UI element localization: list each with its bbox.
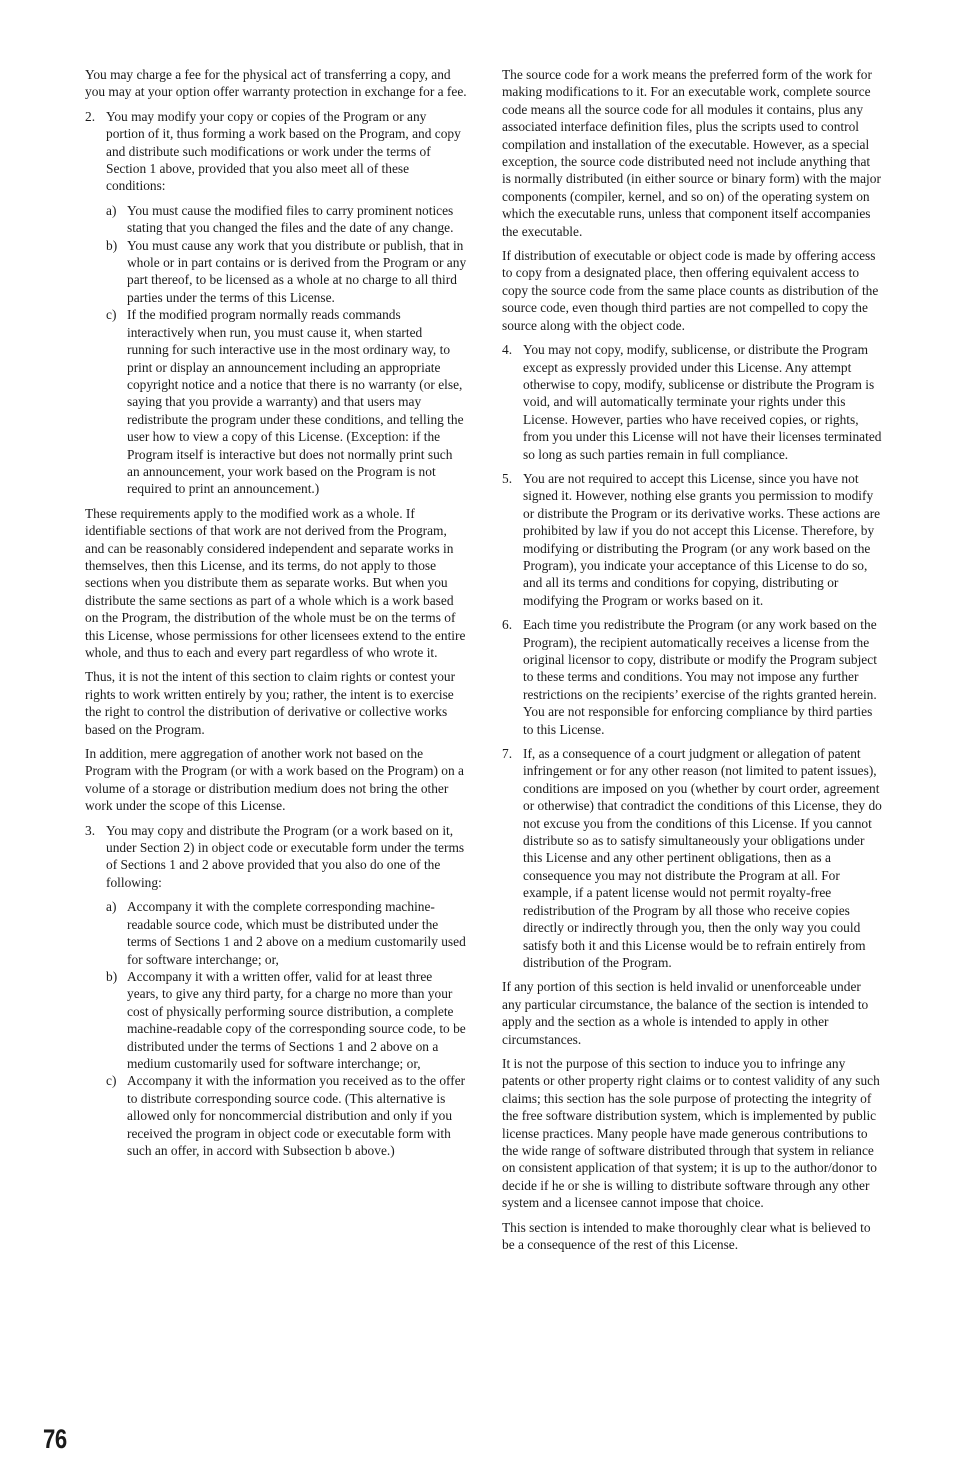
sub-item-3b (106, 968, 467, 1072)
left-column (85, 66, 467, 1166)
sub-item-letter: a) (106, 899, 117, 915)
sub-item-3a (106, 898, 467, 968)
sublist-item-3 (106, 898, 467, 1159)
sub-item-letter: c) (106, 1073, 117, 1089)
item-number: 2. (85, 108, 96, 124)
sub-item-letter: b) (106, 237, 118, 253)
item-number: 7. (502, 746, 513, 762)
paragraph-source-code: The source code for a work means the preferred form of the work for making modifications to it. For an executable work, complete source code means all the source code for all modules it contains, plus any associated interface definition files, plus the scripts used to control compilation and installation of the executable. However, as a special exception, the source code distributed need not include anything that is normally distributed (in either source or binary form) with the major components (compiler, kernel, and so on) of the operating system on which the executable runs, unless that component itself accompanies the executable. (502, 67, 881, 239)
item-text: Each time you redistribute the Program (or any work based on the Program), the recipient automatically receives a license from the original licensor to copy, distribute or modify the Program subject to these terms and conditions. You may not impose any further restrictions on the recipients’ exercise of the rights granted herein. You are not responsible for enforcing compliance by third parties to this License. (523, 617, 877, 737)
sublist-item-2 (106, 202, 467, 498)
list-item-5 (502, 470, 882, 609)
list-item-6 (502, 616, 882, 738)
sub-item-letter: c) (106, 307, 117, 323)
sub-item-text: You must cause the modified files to carry prominent notices stating that you changed the files and the date of any change. (127, 202, 454, 236)
list-item-2 (85, 108, 467, 195)
item-number: 5. (502, 470, 513, 486)
sub-item-text: Accompany it with a written offer, valid for at least three years, to give any third party, for a charge no more than your cost of physically performing source distribution, a complete machine-readable copy of the corresponding source code, to be distributed under the terms of Sections 1 and 2 above on a medium customarily used for software interchange; or, (127, 968, 466, 1071)
paragraph-fee: You may charge a fee for the physical act of transferring a copy, and you may at your option offer warranty protection in exchange for a fee. (85, 67, 467, 100)
sub-item-text: Accompany it with the complete corresponding machine-readable source code, which must be distributed under the terms of Sections 1 and 2 above on a medium customarily used for software interchange; or, (127, 899, 466, 967)
list-item-3 (85, 822, 467, 892)
sub-item-text: You must cause any work that you distribute or publish, that in whole or in part contains or is derived from the Program or any part thereof, to be licensed as a whole at no charge to all third parties under the terms of this License. (127, 237, 467, 305)
sub-item-2a (106, 202, 467, 237)
sub-item-text: Accompany it with the information you received as to the offer to distribute corresponding source code. (This alternative is allowed only for noncommercial distribution and only if you received the program in object code or executable form with such an offer, in accord with Subsection b above.) (127, 1073, 466, 1158)
sub-item-2b (106, 237, 467, 307)
list-item-7 (502, 745, 882, 971)
paragraph-purpose: It is not the purpose of this section to induce you to infringe any patents or other property right claims or to contest validity of any such claims; this section has the sole purpose of protecting the integrity of the free software distribution system, which is implemented by public license practices. Many people have made generous contributions to the wide range of software distributed through that system in reliance on consistent application of that system; it is up to the author/donor to decide if he or she is willing to distribute software through any other system and a licensee cannot impose that choice. (502, 1055, 880, 1211)
item-text: You may not copy, modify, sublicense, or distribute the Program except as expressly provided under this License. Any attempt otherwise to copy, modify, sublicense or distribute the Program is void, and will automatically terminate your rights under this License. However, parties who have received copies, or rights, from you under this License will not have their licenses terminated so long as such parties remain in full compliance. (523, 342, 882, 462)
right-column (502, 66, 882, 1260)
page-number: 76 (43, 1424, 67, 1454)
item-text: You are not required to accept this License, since you have not signed it. However, nothing else grants you permission to modify or distribute the Program or its derivative works. These actions are prohibited by law if you do not accept this License. Therefore, by modifying or distributing the Program (or any work based on the Program), you indicate your acceptance of this License to do so, and all its terms and conditions for copying, distributing or modifying the Program or works based on it. (523, 470, 881, 608)
item-number: 4. (502, 342, 513, 358)
sub-item-text: If the modified program normally reads commands interactively when run, you must cause it, when started running for such interactive use in the most ordinary way, to print or display an announcement including an appropriate copyright notice and a notice that there is no warranty (or else, saying that you provide a warranty) and that users may redistribute the program under these conditions, and telling the user how to view a copy of this License. (Exception: if the Program itself is interactive but does not normally print such an announcement, your work based on the Program is not required to print an announcement.) (127, 307, 464, 497)
item-text: You may modify your copy or copies of the Program or any portion of it, thus forming a work based on the Program, and copy and distribute such modifications or work under the terms of Section 1 above, provided that you also meet all of these conditions: (106, 108, 461, 194)
item-number: 6. (502, 617, 513, 633)
item-text: If, as a consequence of a court judgment or allegation of patent infringement or for any other reason (not limited to patent issues), conditions are imposed on you (whether by court order, agreement or otherwise) that contradict the conditions of this License, they do not excuse you from the conditions of this License. If you cannot distribute so as to satisfy simultaneously your obligations under this License and any other pertinent obligations, then as a consequence you may not distribute the Program at all. For example, if a patent license would not permit royalty-free redistribution of the Program by all those who receive copies directly or indirectly through you, then the only way you could satisfy both it and this License would be to refrain entirely from distribution of the Program. (523, 746, 882, 970)
item-number: 3. (85, 822, 96, 838)
paragraph-aggregation: In addition, mere aggregation of another work not based on the Program with the Program (or with a work based on the Program) on a volume of a storage or distribution medium does not bring the other work under the scope of this License. (85, 746, 464, 814)
sub-item-2c (106, 306, 467, 497)
sub-item-letter: b) (106, 968, 118, 984)
list-item-4 (502, 341, 882, 463)
paragraph-clear: This section is intended to make thoroughly clear what is believed to be a consequence of the rest of this License. (502, 1219, 871, 1252)
paragraph-intent: Thus, it is not the intent of this section to claim rights or contest your rights to work written entirely by you; rather, the intent is to exercise the right to control the distribution of derivative or collective works based on the Program. (85, 669, 456, 737)
item-text: You may copy and distribute the Program (or a work based on it, under Section 2) in object code or executable form under the terms of Sections 1 and 2 above provided that you also do one of the following: (106, 822, 465, 890)
paragraph-distribution: If distribution of executable or object code is made by offering access to copy from a designated place, then offering equivalent access to copy the source code from the same place counts as distribution of the source code, even though third parties are not compelled to copy the source along with the object code. (502, 248, 879, 333)
paragraph-requirements: These requirements apply to the modified work as a whole. If identifiable sections of that work are not derived from the Program, and can be reasonably considered independent and separate works in themselves, then this License, and its terms, do not apply to those sections when you distribute them as separate works. But when you distribute the same sections as part of a whole which is a work based on the Program, the distribution of the whole must be on the terms of this License, whose permissions for other licensees extend to the entire whole, and thus to each and every part regardless of who wrote it. (85, 505, 466, 660)
sub-item-3c (106, 1072, 467, 1159)
paragraph-invalid: If any portion of this section is held invalid or unenforceable under any particular circumstance, the balance of the section is intended to apply and the section as a whole is intended to apply in other circumstances. (502, 979, 869, 1047)
sub-item-letter: a) (106, 202, 117, 218)
